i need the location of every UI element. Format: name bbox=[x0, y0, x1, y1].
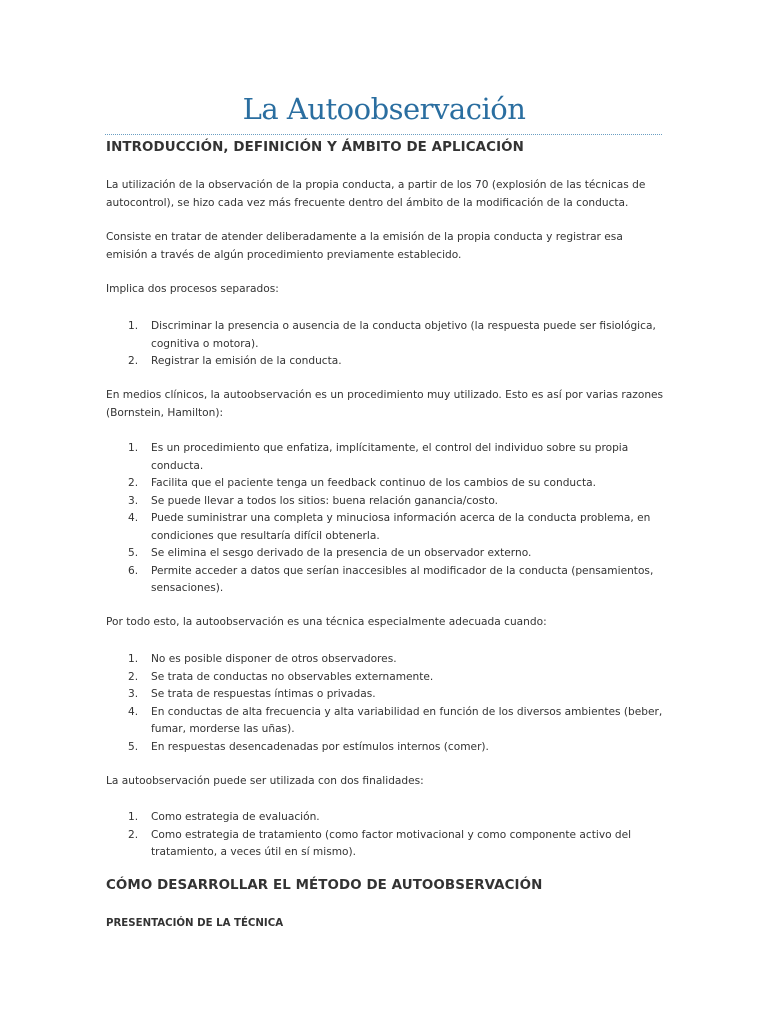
list-item bbox=[106, 493, 666, 511]
list-item-number: 2. bbox=[128, 670, 139, 683]
list-item bbox=[106, 669, 666, 687]
list-item bbox=[106, 809, 666, 827]
list-item-number: 5. bbox=[128, 740, 139, 753]
list-item-text: Facilita que el paciente tenga un feedback continuo de los cambios de su conducta. bbox=[151, 477, 596, 489]
list-item bbox=[106, 440, 666, 475]
list-item-number: 2. bbox=[128, 477, 139, 489]
list-item-number: 6. bbox=[128, 564, 139, 577]
list-item-number: 4. bbox=[128, 705, 139, 718]
paragraph-suitable: Por todo esto, la autoobservación es una técnica especialmente adecuada cuando: bbox=[106, 616, 547, 628]
purposes-list bbox=[106, 809, 666, 862]
list-item-number: 2. bbox=[128, 355, 139, 367]
list-item-text: No es posible disponer de otros observadores. bbox=[151, 653, 397, 665]
list-item-text: Se puede llevar a todos los sitios: buena relación ganancia/costo. bbox=[151, 494, 499, 507]
processes-list bbox=[106, 318, 666, 371]
list-item bbox=[106, 510, 666, 545]
list-item-text: Como estrategia de evaluación. bbox=[151, 811, 320, 823]
list-item bbox=[106, 475, 666, 493]
intro-heading: INTRODUCCIÓN, DEFINICIÓN Y ÁMBITO DE APLICACIÓN bbox=[106, 140, 524, 155]
list-item-text: Discriminar la presencia o ausencia de la conducta objetivo (la respuesta puede ser fisiológica, cognitiva o motora). bbox=[151, 320, 656, 350]
method-heading: CÓMO DESARROLLAR EL MÉTODO DE AUTOOBSERVACIÓN bbox=[106, 878, 543, 893]
list-item bbox=[106, 686, 666, 704]
paragraph-processes: Implica dos procesos separados: bbox=[106, 283, 279, 295]
list-item bbox=[106, 739, 666, 757]
presentation-subheading: PRESENTACIÓN DE LA TÉCNICA bbox=[106, 918, 284, 929]
list-item-number: 4. bbox=[128, 512, 139, 524]
paragraph-intro: La utilización de la observación de la propia conducta, a partir de los 70 (explosión de las técnicas de autocontrol), se hizo cada vez más frecuente dentro del ámbito de la modificación de la conducta. bbox=[106, 179, 646, 209]
list-item-number: 5. bbox=[128, 547, 139, 559]
list-item bbox=[106, 704, 666, 739]
title-divider bbox=[105, 134, 662, 135]
list-item-number: 1. bbox=[128, 811, 139, 823]
list-item bbox=[106, 318, 666, 353]
list-item-text: Se trata de conductas no observables externamente. bbox=[151, 670, 434, 683]
list-item-text: Se elimina el sesgo derivado de la presencia de un observador externo. bbox=[151, 547, 532, 559]
reasons-list bbox=[106, 440, 666, 598]
list-item-text: Puede suministrar una completa y minuciosa información acerca de la conducta problema, en condiciones que resultaría difícil obtenerla. bbox=[151, 512, 651, 542]
list-item-number: 3. bbox=[128, 494, 139, 507]
list-item-number: 1. bbox=[128, 442, 139, 454]
list-item bbox=[106, 563, 666, 598]
paragraph-clinical: En medios clínicos, la autoobservación es un procedimiento muy utilizado. Esto es así por varias razones (Bornstein, Hamilton): bbox=[106, 389, 664, 419]
list-item-text: Registrar la emisión de la conducta. bbox=[151, 355, 342, 367]
conditions-list bbox=[106, 651, 666, 756]
list-item-number: 3. bbox=[128, 688, 139, 700]
list-item bbox=[106, 545, 666, 563]
list-item-text: Como estrategia de tratamiento (como factor motivacional y como componente activo del tratamiento, a veces útil en sí mismo). bbox=[151, 828, 632, 858]
list-item-number: 2. bbox=[128, 828, 139, 841]
list-item-text: Es un procedimiento que enfatiza, implícitamente, el control del individuo sobre su propia conducta. bbox=[151, 442, 629, 472]
list-item bbox=[106, 827, 666, 862]
list-item-number: 1. bbox=[128, 653, 139, 665]
list-item-text: Permite acceder a datos que serían inaccesibles al modificador de la conducta (pensamientos, sensaciones). bbox=[151, 564, 654, 594]
list-item-text: En conductas de alta frecuencia y alta variabilidad en función de los diversos ambientes (beber, fumar, morderse las uñas). bbox=[151, 705, 663, 735]
list-item-text: Se trata de respuestas íntimas o privadas. bbox=[151, 688, 376, 700]
page-title: La Autoobservación bbox=[242, 92, 526, 126]
paragraph-purposes: La autoobservación puede ser utilizada con dos finalidades: bbox=[106, 775, 424, 787]
list-item-number: 1. bbox=[128, 320, 139, 332]
list-item bbox=[106, 651, 666, 669]
list-item-text: En respuestas desencadenadas por estímulos internos (comer). bbox=[151, 740, 489, 753]
list-item bbox=[106, 353, 666, 371]
paragraph-definition: Consiste en tratar de atender deliberadamente a la emisión de la propia conducta y registrar esa emisión a través de algún procedimiento previamente establecido. bbox=[106, 231, 623, 261]
